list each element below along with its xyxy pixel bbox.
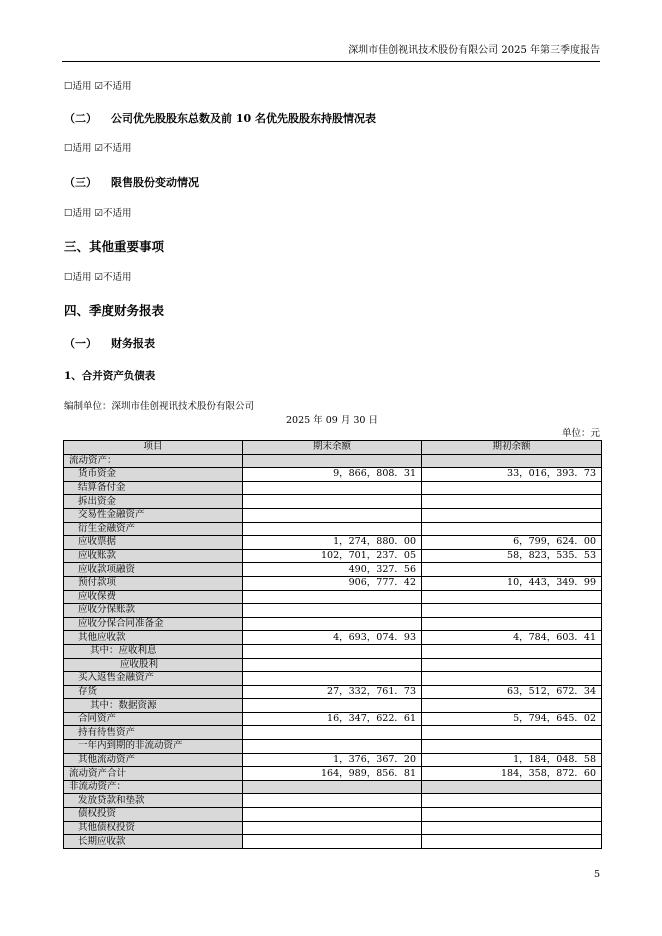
table-row [64, 508, 602, 522]
begin-balance [422, 644, 602, 658]
end-balance [243, 617, 422, 631]
row-label: 存货 [64, 685, 243, 699]
section-financial-statements: 四、季度财务报表 [64, 303, 165, 318]
section-other-matters: 三、其他重要事项 [64, 239, 165, 254]
table-row [64, 726, 602, 740]
section-title: 公司优先股股东总数及前 10 名优先股股东持股情况表 [111, 112, 376, 125]
begin-balance [422, 604, 602, 618]
section-number: （三） [64, 176, 97, 189]
end-balance [243, 644, 422, 658]
end-balance: 27，332，761．73 [243, 685, 422, 699]
end-balance: 906，777．42 [243, 576, 422, 590]
row-label: 其他债权投资 [64, 821, 243, 835]
balance-sheet-title: 1、合并资产负债表 [64, 370, 156, 382]
begin-balance: 4，784，603．41 [422, 631, 602, 645]
row-label: 应收分保账款 [64, 604, 243, 618]
end-balance [243, 808, 422, 822]
end-balance [243, 590, 422, 604]
section-number: （一） [64, 337, 97, 350]
table-row [64, 604, 602, 618]
begin-balance [422, 808, 602, 822]
end-balance: 1，376，367．20 [243, 753, 422, 767]
section-number: （二） [64, 112, 97, 125]
row-label: 合同资产 [64, 712, 243, 726]
end-balance [243, 740, 422, 754]
end-balance [243, 522, 422, 536]
report-date: 2025 年 09 月 30 日 [286, 415, 378, 426]
end-balance [243, 658, 422, 672]
currency-unit: 单位：元 [561, 428, 600, 439]
begin-balance: 1，184，048．58 [422, 753, 602, 767]
row-label: 债权投资 [64, 808, 243, 822]
row-label: 非流动资产： [64, 780, 243, 794]
end-balance: 164，989，856．81 [243, 767, 422, 781]
begin-balance: 63，512，672．34 [422, 685, 602, 699]
table-row [64, 631, 602, 645]
row-label: 发放贷款和垫款 [64, 794, 243, 808]
begin-balance [422, 794, 602, 808]
applicability-option: ☐适用 ☑不适用 [64, 208, 132, 219]
end-balance [243, 821, 422, 835]
end-balance [243, 495, 422, 509]
table-row [64, 454, 602, 468]
table-row [64, 767, 602, 781]
end-balance [243, 481, 422, 495]
end-balance [243, 794, 422, 808]
row-label: 其中：数据资源 [64, 699, 243, 713]
table-row [64, 590, 602, 604]
section-title: 限售股份变动情况 [111, 176, 199, 189]
begin-balance: 6，799，624．00 [422, 536, 602, 550]
header-item: 项目 [64, 441, 243, 455]
page-header: 深圳市佳创视讯技术股份有限公司 2025 年第三季度报告 [348, 45, 600, 56]
table-row [64, 658, 602, 672]
table-row [64, 522, 602, 536]
row-label: 货币资金 [64, 468, 243, 482]
end-balance [243, 604, 422, 618]
table-row [64, 780, 602, 794]
row-label: 买入返售金融资产 [64, 672, 243, 686]
begin-balance: 58，823，535．53 [422, 549, 602, 563]
table-row [64, 712, 602, 726]
row-label: 长期应收款 [64, 835, 243, 849]
row-label: 应收股利 [64, 658, 243, 672]
row-label: 流动资产合计 [64, 767, 243, 781]
section-title: 财务报表 [111, 337, 155, 350]
section-restricted-shares [64, 176, 199, 190]
end-balance: 1，274，880．00 [243, 536, 422, 550]
header-end-balance: 期末余额 [243, 441, 422, 455]
end-balance: 102，701，237．05 [243, 549, 422, 563]
table-row [64, 576, 602, 590]
end-balance [243, 726, 422, 740]
table-row [64, 495, 602, 509]
begin-balance [422, 563, 602, 577]
begin-balance [422, 726, 602, 740]
table-row [64, 549, 602, 563]
row-label: 其他应收款 [64, 631, 243, 645]
begin-balance: 10，443，349．99 [422, 576, 602, 590]
begin-balance [422, 522, 602, 536]
table-row [64, 563, 602, 577]
end-balance: 490，327．56 [243, 563, 422, 577]
compiler-line: 编制单位：深圳市佳创视讯技术股份有限公司 [64, 401, 255, 412]
table-row [64, 753, 602, 767]
begin-balance [422, 508, 602, 522]
begin-balance [422, 454, 602, 468]
begin-balance [422, 740, 602, 754]
begin-balance [422, 835, 602, 849]
begin-balance [422, 495, 602, 509]
begin-balance [422, 590, 602, 604]
row-label: 交易性金融资产 [64, 508, 243, 522]
end-balance [243, 454, 422, 468]
row-label: 其他流动资产 [64, 753, 243, 767]
header-begin-balance: 期初余额 [422, 441, 602, 455]
applicability-option: ☐适用 ☑不适用 [64, 272, 132, 283]
begin-balance [422, 617, 602, 631]
begin-balance [422, 658, 602, 672]
table-row [64, 481, 602, 495]
table-row [64, 821, 602, 835]
row-label: 应收账款 [64, 549, 243, 563]
table-row [64, 699, 602, 713]
section-preferred-shareholders [64, 112, 376, 126]
applicability-option: ☐适用 ☑不适用 [64, 143, 132, 154]
row-label: 应收分保合同准备金 [64, 617, 243, 631]
table-row [64, 808, 602, 822]
end-balance: 16，347，622．61 [243, 712, 422, 726]
end-balance [243, 672, 422, 686]
end-balance [243, 699, 422, 713]
table-row [64, 536, 602, 550]
table-row [64, 685, 602, 699]
begin-balance: 184，358，872．60 [422, 767, 602, 781]
row-label: 预付款项 [64, 576, 243, 590]
subsection-financial-statements [64, 337, 155, 351]
begin-balance [422, 821, 602, 835]
row-label: 应收保费 [64, 590, 243, 604]
row-label: 应收款项融资 [64, 563, 243, 577]
page-number: 5 [593, 869, 600, 880]
table-row [64, 740, 602, 754]
row-label: 其中：应收利息 [64, 644, 243, 658]
table-row [64, 468, 602, 482]
row-label: 持有待售资产 [64, 726, 243, 740]
applicability-option: ☐适用 ☑不适用 [64, 81, 132, 92]
table-row [64, 794, 602, 808]
row-label: 一年内到期的非流动资产 [64, 740, 243, 754]
end-balance: 9，866，808．31 [243, 468, 422, 482]
row-label: 衍生金融资产 [64, 522, 243, 536]
row-label: 应收票据 [64, 536, 243, 550]
row-label: 拆出资金 [64, 495, 243, 509]
end-balance [243, 835, 422, 849]
begin-balance [422, 780, 602, 794]
end-balance [243, 780, 422, 794]
header-rule [62, 61, 600, 62]
end-balance [243, 508, 422, 522]
balance-sheet-table [63, 440, 602, 849]
row-label: 流动资产： [64, 454, 243, 468]
table-header-row [64, 441, 602, 455]
table-row [64, 835, 602, 849]
table-row [64, 644, 602, 658]
begin-balance: 33，016，393．73 [422, 468, 602, 482]
table-row [64, 617, 602, 631]
begin-balance [422, 481, 602, 495]
begin-balance [422, 699, 602, 713]
row-label: 结算备付金 [64, 481, 243, 495]
end-balance: 4，693，074．93 [243, 631, 422, 645]
begin-balance [422, 672, 602, 686]
begin-balance: 5，794，645．02 [422, 712, 602, 726]
table-row [64, 672, 602, 686]
